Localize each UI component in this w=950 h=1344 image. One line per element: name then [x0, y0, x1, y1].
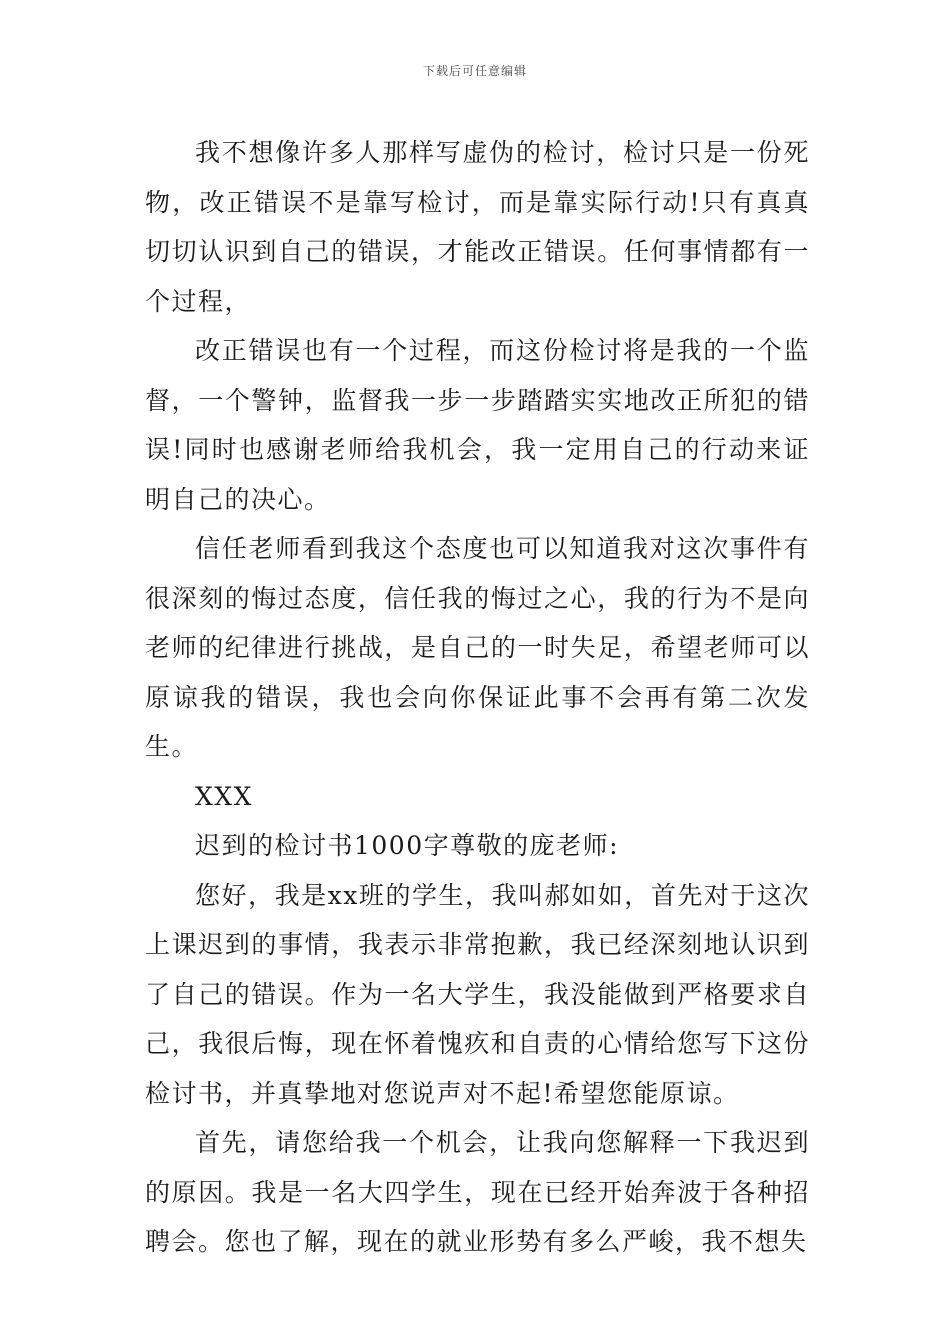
- page-header-note: 下载后可任意编辑: [422, 64, 527, 78]
- paragraph-4: 您好，我是xx班的学生，我叫郝如如，首先对于这次上课迟到的事情，我表示非常抱歉，我已经深刻地认识到了自己的错误。作为一名大学生，我没能做到严格要求自己，我很后悔，现在怀着愧疚和自责的心情给您写下这份检讨书，并真挚地对您说声对不起!希望您能原谅。: [145, 880, 810, 1108]
- paragraph-3: 信任老师看到我这个态度也可以知道我对这次事件有很深刻的悔过态度，信任我的悔过之心，我的行为不是向老师的纪律进行挑战，是自己的一时失足，希望老师可以原谅我的错误，我也会向你保证此事不会再有第二次发生。: [145, 534, 810, 761]
- signature: XXX: [195, 781, 253, 811]
- paragraph-2: 改正错误也有一个过程，而这份检讨将是我的一个监督，一个警钟，监督我一步一步踏踏实实地改正所犯的错误!同时也感谢老师给我机会，我一定用自己的行动来证明自己的决心。: [145, 336, 810, 514]
- paragraph-5: 首先，请您给我一个机会，让我向您解释一下我迟到的原因。我是一名大四学生，现在已经开始奔波于各种招聘会。您也了解，现在的就业形势有多么严峻，我不想失: [145, 1128, 810, 1256]
- letter-title: 迟到的检讨书1000字尊敬的庞老师:: [195, 831, 620, 860]
- document-body: [145, 128, 810, 1267]
- paragraph-1: 我不想像许多人那样写虚伪的检讨，检讨只是一份死物，改正错误不是靠写检讨，而是靠实际行动!只有真真切切认识到自己的错误，才能改正错误。任何事情都有一个过程，: [145, 138, 810, 316]
